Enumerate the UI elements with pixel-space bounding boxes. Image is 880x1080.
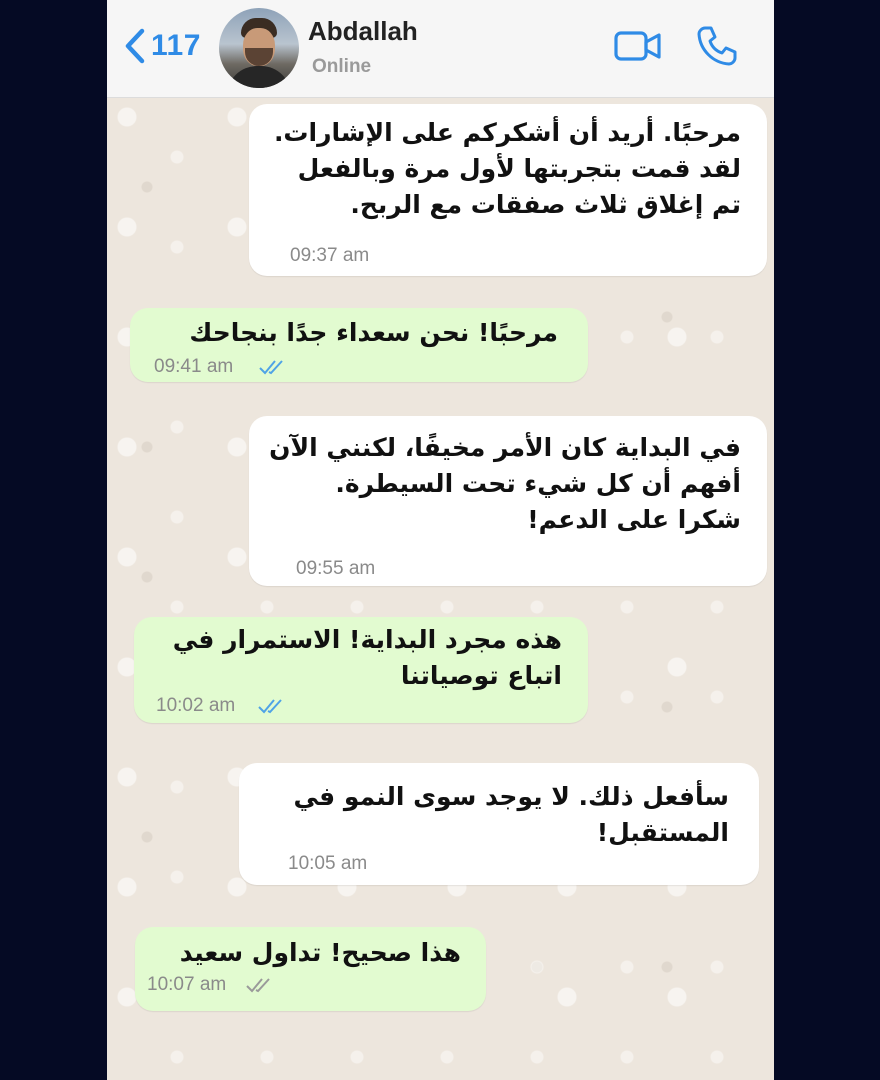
message-bubble-incoming[interactable]: [249, 104, 767, 276]
back-chevron-icon: [121, 26, 149, 66]
voice-call-button[interactable]: [695, 24, 739, 68]
message-time: 09:37 am: [290, 245, 370, 266]
message-bubble-incoming[interactable]: [239, 763, 759, 885]
message-text: هذه مجرد البداية! الاستمرار في اتباع توصياتنا: [172, 625, 562, 690]
message-text: سأفعل ذلك. لا يوجد سوى النمو في المستقبل!: [293, 782, 729, 847]
video-call-button[interactable]: [613, 28, 663, 64]
message-bubble-outgoing[interactable]: [135, 927, 486, 1011]
contact-name[interactable]: Abdallah: [308, 16, 418, 46]
message-time: 10:07 am: [147, 974, 227, 995]
message-bubble-incoming[interactable]: [249, 416, 767, 586]
message-bubble-outgoing[interactable]: [134, 617, 588, 723]
message-time: 10:02 am: [156, 695, 236, 716]
back-button[interactable]: [121, 26, 201, 66]
chat-header: [107, 0, 774, 98]
message-text: في البداية كان الأمر مخيفًا، لكنني الآن أفهم أن كل شيء تحت السيطرة. شكرا على الدعم!: [269, 433, 741, 534]
message-text: هذا صحيح! تداول سعيد: [179, 938, 461, 967]
unread-count: 117: [151, 29, 201, 62]
message-text: مرحبًا! نحن سعداء جدًا بنجاحك: [189, 318, 558, 347]
message-text: مرحبًا. أريد أن أشكركم على الإشارات. لقد قمت بتجربتها لأول مرة وبالفعل تم إغلاق ثلاث صفقات مع الربح.: [273, 118, 741, 219]
double-check-icon: [245, 975, 277, 995]
double-check-icon: [258, 357, 290, 377]
message-time: 10:05 am: [288, 853, 368, 874]
message-time: 09:55 am: [296, 558, 376, 579]
contact-status: Online: [312, 56, 372, 77]
video-camera-icon: [616, 33, 659, 59]
phone-icon: [699, 28, 735, 64]
phone-screen: [107, 0, 774, 1080]
double-check-icon: [257, 696, 289, 716]
message-bubble-outgoing[interactable]: [130, 308, 588, 382]
avatar[interactable]: [219, 8, 299, 88]
message-time: 09:41 am: [154, 356, 234, 377]
